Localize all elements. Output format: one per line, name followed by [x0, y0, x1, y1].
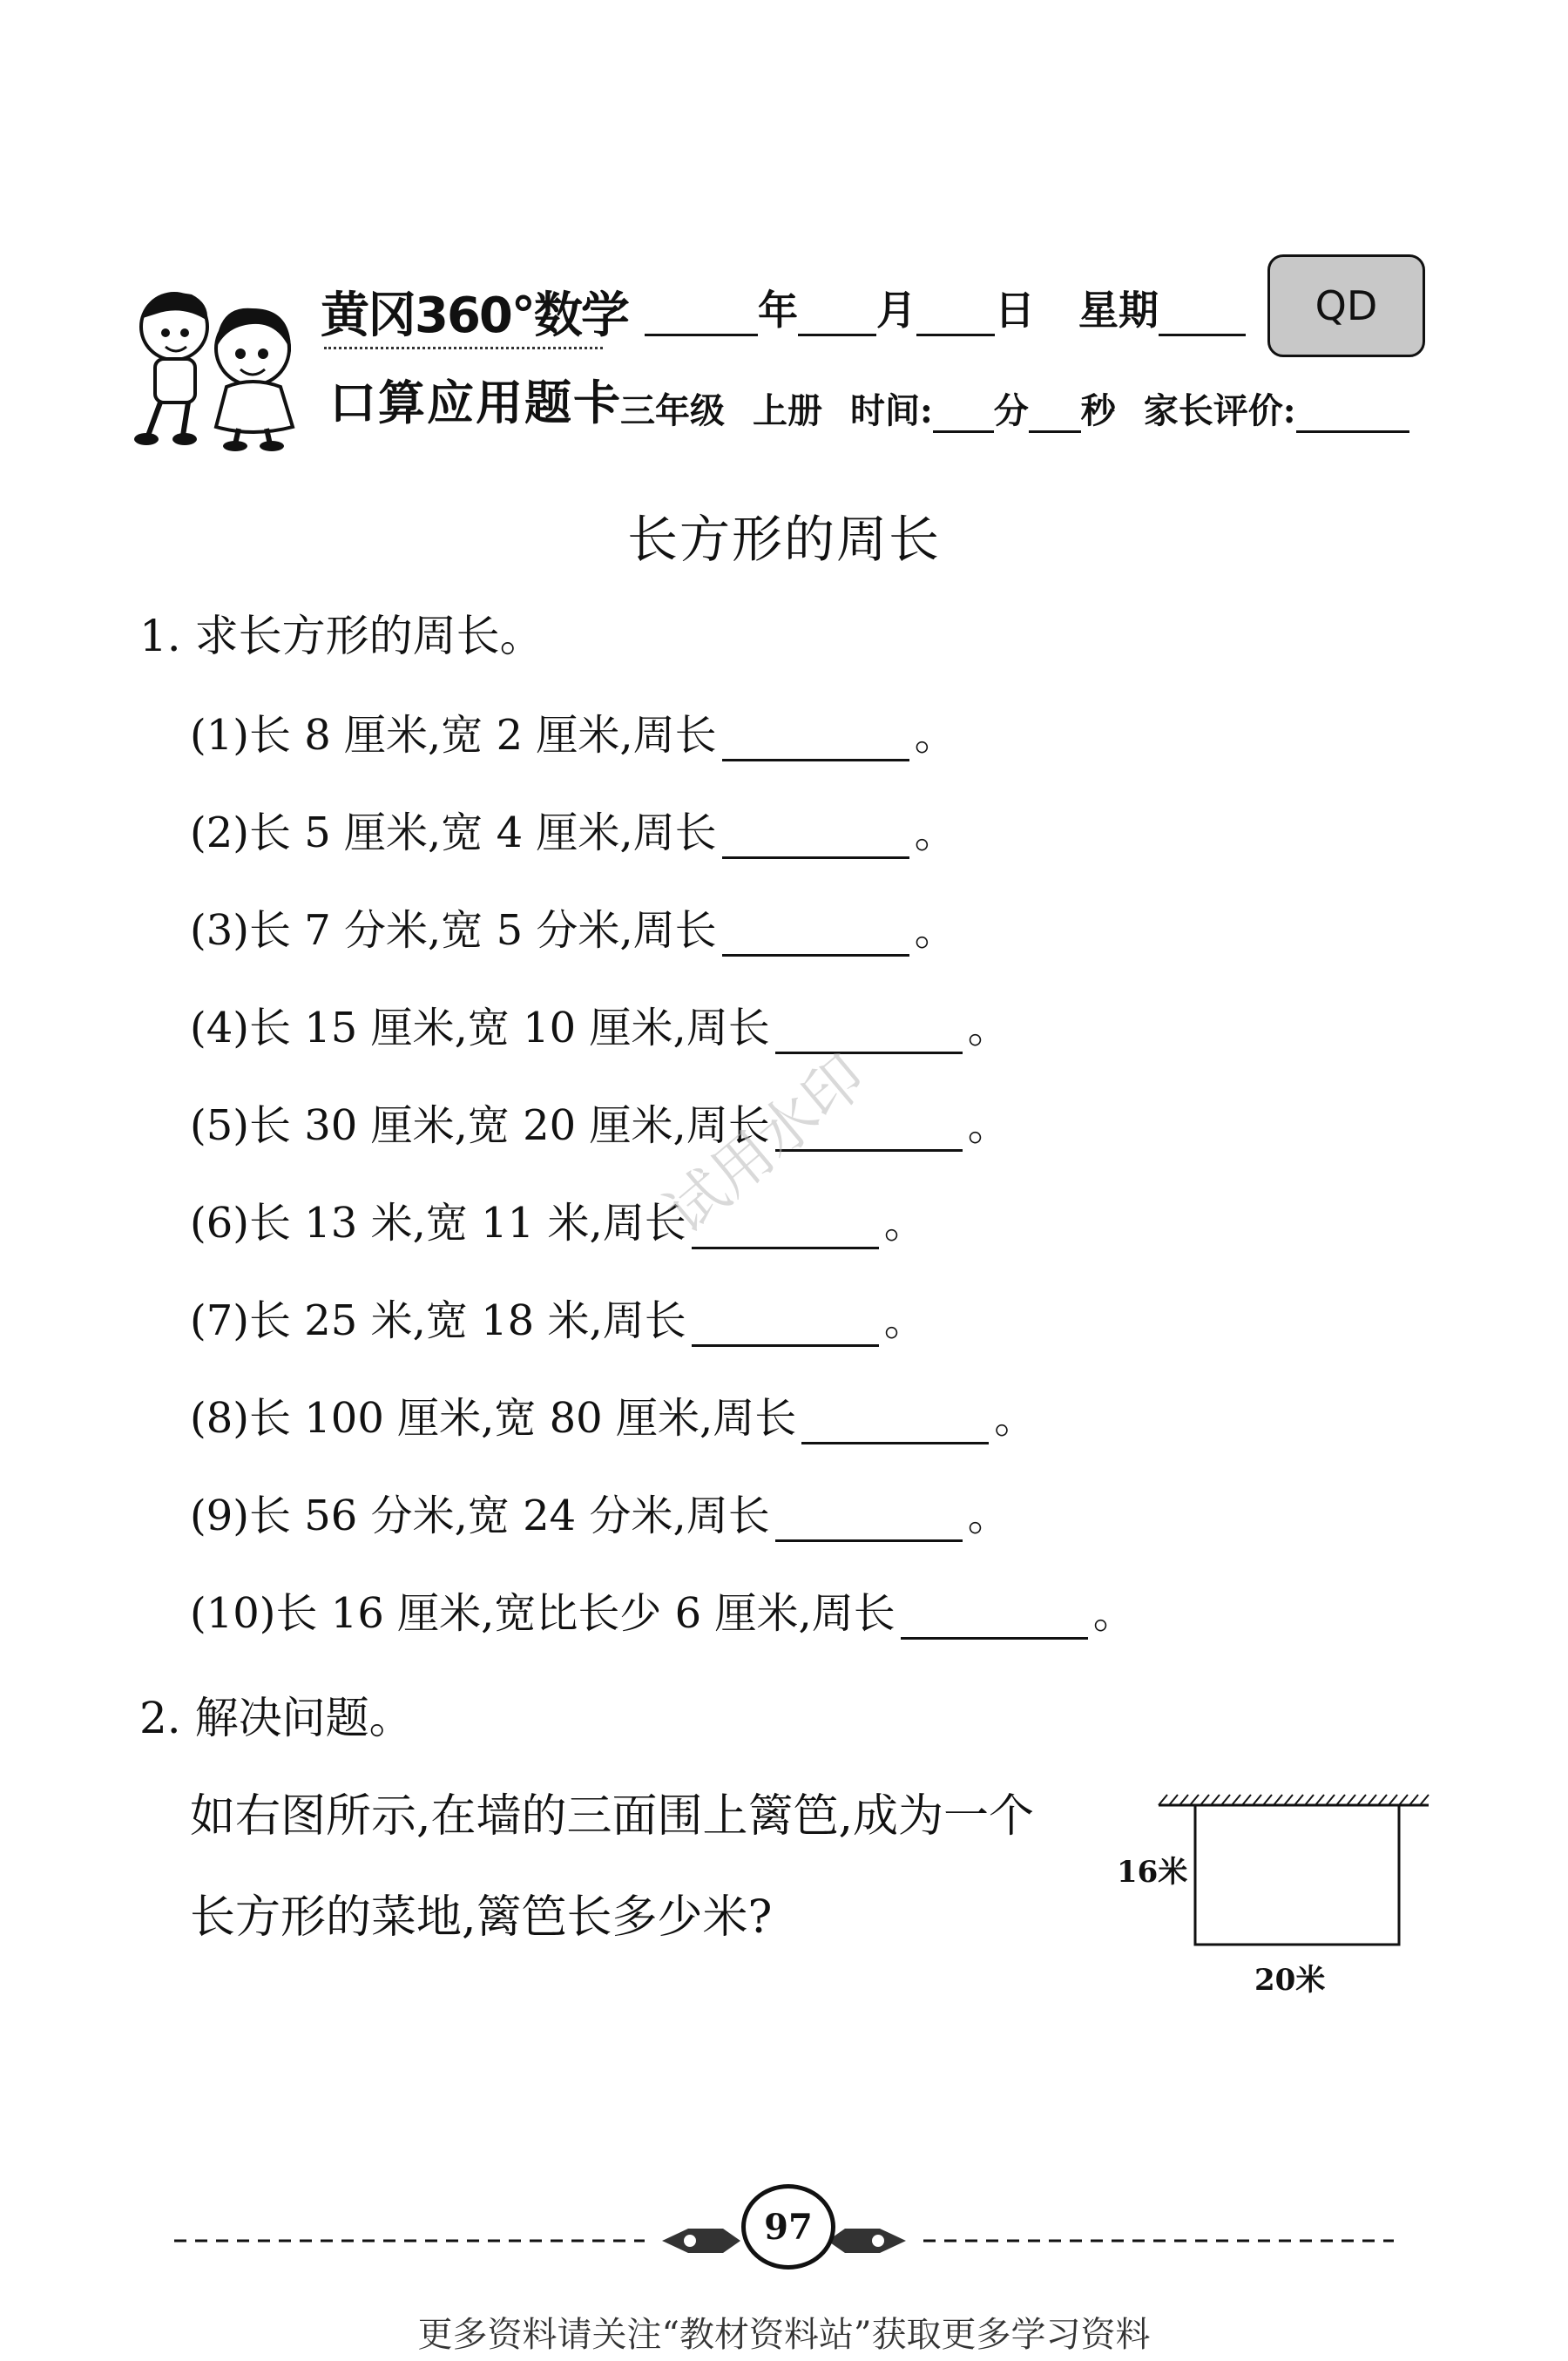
year-blank[interactable] — [645, 299, 758, 336]
item-end: 。 — [1092, 1589, 1135, 1638]
second-blank[interactable] — [1029, 396, 1081, 433]
brand-title: 黄冈360°数学 — [321, 288, 628, 344]
month-label: 月 — [876, 287, 916, 334]
weekday-label: 星期 — [1078, 287, 1159, 334]
brand-divider — [324, 347, 603, 349]
question-1-item — [190, 799, 956, 859]
item-end: 。 — [883, 1296, 926, 1345]
item-end: 。 — [914, 808, 956, 857]
year-label: 年 — [758, 287, 798, 334]
time-label: 时间: — [850, 390, 933, 431]
question-1-item — [190, 701, 956, 761]
question-1-item — [190, 1287, 926, 1347]
page-title: 长方形的周长 — [626, 510, 941, 569]
item-text: (2)长 5 厘米,宽 4 厘米,周长 — [190, 808, 717, 857]
answer-blank[interactable] — [775, 1501, 963, 1542]
minute-label: 分 — [993, 390, 1029, 431]
question-1-item — [190, 896, 956, 957]
item-end: 。 — [967, 1101, 1010, 1150]
parent-eval-label: 家长评价: — [1143, 390, 1296, 431]
edition-code-badge: QD — [1267, 254, 1425, 357]
item-text: (5)长 30 厘米,宽 20 厘米,周长 — [190, 1101, 770, 1150]
item-text: (10)长 16 厘米,宽比长少 6 厘米,周长 — [190, 1589, 896, 1638]
footer-note: 更多资料请关注“教材资料站”获取更多学习资料 — [417, 2315, 1151, 2355]
item-end: 。 — [994, 1394, 1037, 1443]
fence-diagram — [1106, 1786, 1446, 2013]
watermark: 试用水印 — [652, 1042, 879, 1248]
month-blank[interactable] — [798, 299, 876, 336]
answer-blank[interactable] — [775, 1013, 963, 1054]
item-end: 。 — [914, 906, 956, 955]
item-end: 。 — [914, 711, 956, 760]
item-text: (1)长 8 厘米,宽 2 厘米,周长 — [190, 711, 717, 760]
cartoon-kids-logo — [122, 279, 331, 453]
item-text: (7)长 25 米,宽 18 米,周长 — [190, 1296, 686, 1345]
bottom-length-label: 20米 — [1254, 1963, 1326, 1998]
weekday-blank[interactable] — [1159, 299, 1246, 336]
question-1-item — [190, 1384, 1036, 1444]
question-1-item — [190, 1580, 1135, 1640]
item-end: 。 — [967, 1004, 1010, 1052]
question-1-item — [190, 1482, 1010, 1542]
item-end: 。 — [967, 1492, 1010, 1540]
minute-blank[interactable] — [933, 396, 994, 433]
question-1-item — [190, 994, 1010, 1054]
wall-hatch — [1159, 1795, 1429, 1805]
volume-label: 上册 — [753, 390, 822, 431]
answer-blank[interactable] — [801, 1404, 989, 1444]
answer-blank[interactable] — [692, 1306, 879, 1347]
item-text: (9)长 56 分米,宽 24 分米,周长 — [190, 1492, 770, 1540]
side-length-label: 16米 — [1117, 1855, 1188, 1890]
meta-line — [620, 383, 1409, 433]
answer-blank[interactable] — [901, 1599, 1088, 1640]
second-label: 秒 — [1080, 390, 1116, 431]
item-end: 。 — [883, 1199, 926, 1248]
day-label: 日 — [995, 287, 1035, 334]
question-1-item — [190, 1189, 926, 1249]
problem-line-1: 如右图所示,在墙的三面围上篱笆,成为一个 — [190, 1790, 1035, 1843]
fence-rectangle — [1195, 1805, 1399, 1945]
date-line — [645, 279, 1246, 336]
item-text: (6)长 13 米,宽 11 米,周长 — [190, 1199, 686, 1248]
page-number: 97 — [741, 2184, 835, 2270]
answer-blank[interactable] — [722, 720, 909, 761]
question-1-item — [190, 1092, 1010, 1152]
question-2-heading: 2. 解决问题。 — [139, 1693, 413, 1743]
brand-subtitle: 口算应用题卡 — [329, 375, 622, 430]
day-blank[interactable] — [916, 299, 995, 336]
question-1-heading: 1. 求长方形的周长。 — [139, 611, 544, 661]
parent-eval-blank[interactable] — [1296, 396, 1409, 433]
answer-blank[interactable] — [722, 818, 909, 859]
item-text: (3)长 7 分米,宽 5 分米,周长 — [190, 906, 717, 955]
item-text: (4)长 15 厘米,宽 10 厘米,周长 — [190, 1004, 770, 1052]
grade-label: 三年级 — [620, 390, 725, 431]
answer-blank[interactable] — [722, 916, 909, 957]
item-text: (8)长 100 厘米,宽 80 厘米,周长 — [190, 1394, 797, 1443]
problem-line-2: 长方形的菜地,篱笆长多少米? — [190, 1891, 773, 1944]
